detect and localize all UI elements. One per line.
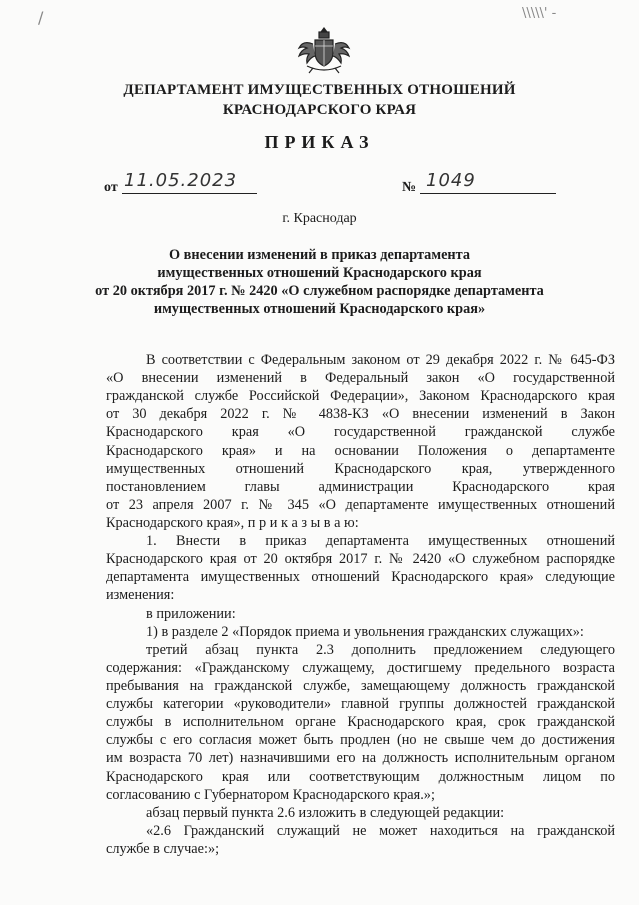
body-line: им возраста 70 лет) назначившими его на должность исполнительным органом [106,750,615,766]
body-line: постановлением главы администрации Краснодарского края [106,479,615,495]
body-line: 1) в разделе 2 «Порядок приема и увольнения гражданских служащих»: [146,624,584,640]
body-line: имущественных отношений Краснодарского края, утвержденного [106,461,615,477]
body-line: содержания: «Гражданскому служащему, достигшему предельного возраста [106,660,615,676]
body-line: Краснодарского края», п р и к а з ы в а ю: [106,515,359,531]
body-line: третий абзац пункта 2.3 дополнить предложением следующего [146,642,615,658]
body-line: службе в случае:»; [106,841,220,857]
margin-mark-right: \\\\\' - [522,6,557,21]
department-name-line1: ДЕПАРТАМЕНТ ИМУЩЕСТВЕННЫХ ОТНОШЕНИЙ [123,82,516,98]
body-line: изменения: [106,587,175,603]
body-line: согласованию с Губернатором Краснодарского края.»; [106,787,435,803]
document-type-title: ПРИКАЗ [264,132,375,152]
order-title-line: от 20 октября 2017 г. № 2420 «О служебном распорядке департамента [95,283,544,299]
number-handwritten: 1049 [426,170,476,191]
department-name-line2: КРАСНОДАРСКОГО КРАЯ [222,102,417,118]
body-line: абзац первый пункта 2.6 изложить в следующей редакции: [146,805,505,821]
body-line: службы в исполнительном органе Краснодарского края, срок гражданской [106,714,615,730]
order-title-line: имущественных отношений Краснодарского края [157,265,482,281]
body-line: Краснодарского края «О государственной гражданской службе [106,424,615,440]
body-line: Краснодарского края от 20 октября 2017 г. № 2420 «О служебном распорядке [106,551,615,567]
date-handwritten: 11.05.2023 [124,170,238,191]
margin-mark-left: / [38,8,44,27]
order-title-line: О внесении изменений в приказ департамента [168,247,470,263]
number-label: № [402,180,417,195]
body-line: службы с его согласия может быть продлен (но не свыше чем до достижения [106,732,615,748]
body-line: гражданской службе Российской Федерации», Законом Краснодарского края [106,388,615,404]
body-line: 1. Внести в приказ департамента имущественных отношений [146,533,615,549]
body-line: службы категории «руководители» главной группы должностей гражданской [106,696,615,712]
body-line: пребывания на гражданской службе, замещающему должность гражданской [106,678,615,694]
body-line: «О внесении изменений в Федеральный закон «О государственной [106,370,615,386]
body-line: «2.6 Гражданский служащий не может находиться на гражданской [146,823,615,839]
order-title-line: имущественных отношений Краснодарского края» [153,301,486,317]
date-label: от [104,180,118,195]
body-line: от 23 апреля 2007 г. № 345 «О департаменте имущественных отношений [106,497,615,513]
body-line: Краснодарского края или соответствующим должностным лицом по [106,769,615,785]
body-line: В соответствии с Федеральным законом от 29 декабря 2022 г. № 645-ФЗ [146,352,615,368]
body-line: от 30 декабря 2022 г. № 4838-КЗ «О внесении изменений в Закон [106,406,615,422]
body-line: в приложении: [146,606,236,622]
body-line: департамента имущественных отношений Краснодарского края» следующие [106,569,615,585]
body-line: Краснодарского края» и на основании Положения о департаменте [106,443,615,459]
city-name: г. Краснодар [282,211,357,226]
